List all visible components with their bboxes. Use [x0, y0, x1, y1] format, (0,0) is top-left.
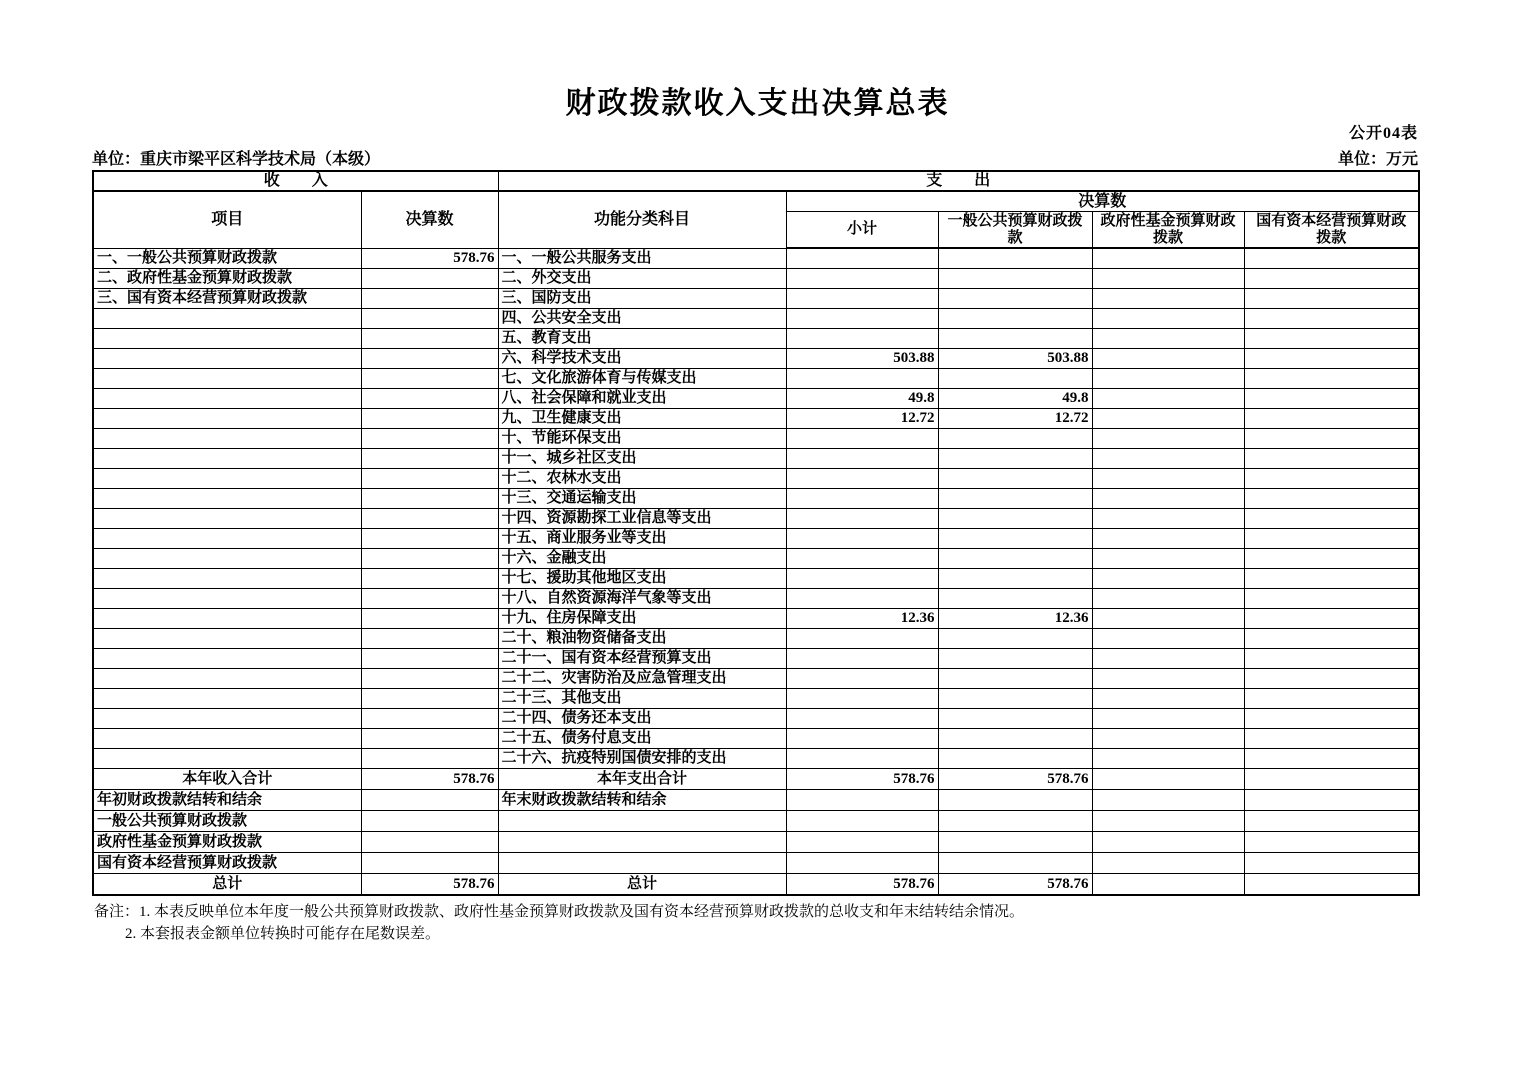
expense-item-label: 一、一般公共服务支出	[498, 248, 786, 269]
expense-gov-fund	[1092, 509, 1244, 529]
expense-general-budget	[938, 469, 1092, 489]
table-row	[93, 689, 1419, 709]
expense-subtotal	[786, 509, 938, 529]
income-summary-amount	[361, 853, 498, 874]
expense-final-accounts-group-header: 决算数	[786, 191, 1419, 212]
expense-gov-fund	[1092, 289, 1244, 309]
income-summary-amount: 578.76	[361, 769, 498, 790]
unit-currency-label: 单位：万元	[1337, 151, 1418, 168]
expense-subtotal	[786, 669, 938, 689]
expense-state-capital	[1244, 853, 1419, 874]
income-summary-label: 一般公共预算财政拨款	[93, 811, 361, 832]
expense-summary-label: 总计	[498, 874, 786, 896]
section-header-row	[93, 171, 1419, 191]
table-row	[93, 469, 1419, 489]
income-summary-label: 总计	[93, 874, 361, 896]
income-amount	[361, 509, 498, 529]
income-item-label	[93, 629, 361, 649]
expense-general-budget	[938, 549, 1092, 569]
unit-name-label: 单位：重庆市梁平区科学技术局（本级）	[92, 151, 381, 168]
expense-state-capital	[1244, 749, 1419, 769]
expense-state-capital	[1244, 709, 1419, 729]
expense-general-budget	[938, 749, 1092, 769]
expense-subtotal	[786, 709, 938, 729]
income-item-label	[93, 729, 361, 749]
income-amount	[361, 529, 498, 549]
expense-general-budget	[938, 649, 1092, 669]
table-row	[93, 329, 1419, 349]
expense-subtotal	[786, 248, 938, 269]
summary-row	[93, 790, 1419, 811]
expense-gov-fund	[1092, 248, 1244, 269]
expense-subtotal	[786, 269, 938, 289]
income-amount	[361, 469, 498, 489]
form-number: 公开04表	[1348, 125, 1418, 142]
expense-summary-label	[498, 832, 786, 853]
expense-state-capital	[1244, 449, 1419, 469]
income-item-label	[93, 509, 361, 529]
expense-item-label: 二十、粮油物资储备支出	[498, 629, 786, 649]
income-amount	[361, 589, 498, 609]
expense-item-label: 十、节能环保支出	[498, 429, 786, 449]
expense-subtotal	[786, 469, 938, 489]
expense-gov-fund	[1092, 429, 1244, 449]
expense-general-budget	[938, 669, 1092, 689]
table-row	[93, 649, 1419, 669]
summary-row	[93, 853, 1419, 874]
table-row	[93, 489, 1419, 509]
expense-gov-fund	[1092, 649, 1244, 669]
expense-summary-label: 年末财政拨款结转和结余	[498, 790, 786, 811]
table-row	[93, 369, 1419, 389]
expense-subtotal	[786, 329, 938, 349]
income-summary-label: 国有资本经营预算财政拨款	[93, 853, 361, 874]
expense-state-capital	[1244, 689, 1419, 709]
expense-state-capital	[1244, 729, 1419, 749]
expense-subtotal	[786, 629, 938, 649]
expense-item-label: 十六、金融支出	[498, 549, 786, 569]
expense-gov-fund	[1092, 469, 1244, 489]
expense-gov-fund	[1092, 349, 1244, 369]
expense-state-capital	[1244, 609, 1419, 629]
expense-subtotal	[786, 749, 938, 769]
income-item-label	[93, 589, 361, 609]
income-item-label	[93, 709, 361, 729]
table-row	[93, 749, 1419, 769]
expense-state-capital	[1244, 874, 1419, 896]
expense-general-budget	[938, 429, 1092, 449]
expense-item-label: 九、卫生健康支出	[498, 409, 786, 429]
expense-state-capital	[1244, 509, 1419, 529]
income-item-label	[93, 649, 361, 669]
income-amount	[361, 369, 498, 389]
expense-gov-fund	[1092, 749, 1244, 769]
expense-summary-label	[498, 853, 786, 874]
table-row	[93, 389, 1419, 409]
expense-state-capital	[1244, 289, 1419, 309]
expense-gov-fund	[1092, 329, 1244, 349]
expense-subtotal	[786, 729, 938, 749]
expense-state-capital	[1244, 409, 1419, 429]
table-row	[93, 609, 1419, 629]
expense-general-budget	[938, 489, 1092, 509]
expense-general-budget	[938, 449, 1092, 469]
table-row	[93, 729, 1419, 749]
expense-subtotal	[786, 529, 938, 549]
table-row	[93, 629, 1419, 649]
table-row	[93, 589, 1419, 609]
income-amount	[361, 749, 498, 769]
summary-row	[93, 874, 1419, 896]
income-amount	[361, 349, 498, 369]
income-amount: 578.76	[361, 248, 498, 269]
income-section-header: 收 入	[93, 171, 498, 191]
expense-gov-fund	[1092, 569, 1244, 589]
fiscal-summary-table	[92, 170, 1420, 896]
income-amount	[361, 609, 498, 629]
expense-item-label: 十八、自然资源海洋气象等支出	[498, 589, 786, 609]
income-item-label	[93, 409, 361, 429]
expense-general-budget	[938, 629, 1092, 649]
table-row	[93, 289, 1419, 309]
expense-state-capital	[1244, 489, 1419, 509]
expense-gov-fund	[1092, 874, 1244, 896]
expense-subtotal	[786, 549, 938, 569]
page-title: 财政拨款收入支出决算总表	[565, 87, 950, 120]
expense-state-capital	[1244, 790, 1419, 811]
expense-col-state-capital-header: 国有资本经营预算财政拨款	[1244, 212, 1419, 249]
table-row	[93, 529, 1419, 549]
table-row	[93, 709, 1419, 729]
expense-state-capital	[1244, 349, 1419, 369]
expense-gov-fund	[1092, 853, 1244, 874]
income-item-label	[93, 529, 361, 549]
expense-item-label: 十九、住房保障支出	[498, 609, 786, 629]
income-item-label	[93, 369, 361, 389]
expense-gov-fund	[1092, 729, 1244, 749]
expense-general-budget: 12.72	[938, 409, 1092, 429]
income-amount	[361, 489, 498, 509]
expense-general-budget	[938, 832, 1092, 853]
income-amount	[361, 669, 498, 689]
income-item-label	[93, 429, 361, 449]
expense-gov-fund	[1092, 309, 1244, 329]
expense-general-budget: 12.36	[938, 609, 1092, 629]
expense-general-budget	[938, 729, 1092, 749]
expense-gov-fund	[1092, 769, 1244, 790]
expense-summary-label	[498, 811, 786, 832]
expense-state-capital	[1244, 369, 1419, 389]
expense-item-label: 十七、援助其他地区支出	[498, 569, 786, 589]
income-summary-amount	[361, 811, 498, 832]
expense-general-budget	[938, 569, 1092, 589]
expense-subtotal	[786, 569, 938, 589]
expense-item-label: 十二、农林水支出	[498, 469, 786, 489]
expense-gov-fund	[1092, 609, 1244, 629]
expense-item-label: 十五、商业服务业等支出	[498, 529, 786, 549]
income-item-label	[93, 609, 361, 629]
expense-subtotal	[786, 449, 938, 469]
expense-item-label: 十三、交通运输支出	[498, 489, 786, 509]
expense-item-label: 八、社会保障和就业支出	[498, 389, 786, 409]
expense-state-capital	[1244, 329, 1419, 349]
expense-gov-fund	[1092, 709, 1244, 729]
expense-state-capital	[1244, 589, 1419, 609]
table-row	[93, 569, 1419, 589]
expense-subtotal	[786, 790, 938, 811]
income-amount	[361, 389, 498, 409]
expense-subtotal: 578.76	[786, 874, 938, 896]
income-amount	[361, 709, 498, 729]
summary-row	[93, 769, 1419, 790]
expense-gov-fund	[1092, 389, 1244, 409]
expense-item-label: 三、国防支出	[498, 289, 786, 309]
table-row	[93, 309, 1419, 329]
table-row	[93, 669, 1419, 689]
expense-subtotal	[786, 832, 938, 853]
expense-item-label: 十四、资源勘探工业信息等支出	[498, 509, 786, 529]
income-amount	[361, 429, 498, 449]
footnote-line: 备注：1. 本表反映单位本年度一般公共预算财政拨款、政府性基金预算财政拨款及国有资本经营预算财政拨款的总收支和年末结转结余情况。	[94, 904, 1025, 920]
expense-state-capital	[1244, 248, 1419, 269]
expense-subtotal	[786, 429, 938, 449]
expense-state-capital	[1244, 309, 1419, 329]
income-amount	[361, 629, 498, 649]
table-row	[93, 409, 1419, 429]
expense-item-label: 七、文化旅游体育与传媒支出	[498, 369, 786, 389]
expense-general-budget	[938, 369, 1092, 389]
income-amount	[361, 729, 498, 749]
expense-gov-fund	[1092, 269, 1244, 289]
expense-subtotal: 578.76	[786, 769, 938, 790]
expense-general-budget	[938, 853, 1092, 874]
income-summary-amount	[361, 832, 498, 853]
expense-subtotal: 49.8	[786, 389, 938, 409]
income-item-label: 三、国有资本经营预算财政拨款	[93, 289, 361, 309]
income-item-label	[93, 449, 361, 469]
income-item-label	[93, 349, 361, 369]
income-amount	[361, 269, 498, 289]
income-amount	[361, 449, 498, 469]
income-item-label: 一、一般公共预算财政拨款	[93, 248, 361, 269]
income-item-label	[93, 689, 361, 709]
table-row	[93, 349, 1419, 369]
table-row	[93, 269, 1419, 289]
expense-gov-fund	[1092, 369, 1244, 389]
expense-item-label: 二十二、灾害防治及应急管理支出	[498, 669, 786, 689]
expense-col-gov-fund-header: 政府性基金预算财政拨款	[1092, 212, 1244, 249]
income-col-item-header: 项目	[93, 191, 361, 248]
expense-general-budget	[938, 509, 1092, 529]
income-summary-label: 本年收入合计	[93, 769, 361, 790]
income-item-label	[93, 389, 361, 409]
expense-subtotal: 503.88	[786, 349, 938, 369]
expense-gov-fund	[1092, 669, 1244, 689]
income-item-label	[93, 329, 361, 349]
expense-general-budget: 49.8	[938, 389, 1092, 409]
expense-subtotal	[786, 489, 938, 509]
income-amount	[361, 569, 498, 589]
footnote-line: 2. 本套报表金额单位转换时可能存在尾数误差。	[125, 926, 441, 942]
expense-general-budget	[938, 248, 1092, 269]
expense-col-subtotal-header: 小计	[786, 212, 938, 249]
expense-gov-fund	[1092, 629, 1244, 649]
income-amount	[361, 549, 498, 569]
summary-row	[93, 832, 1419, 853]
expense-general-budget	[938, 269, 1092, 289]
expense-item-label: 四、公共安全支出	[498, 309, 786, 329]
income-amount	[361, 649, 498, 669]
table-row	[93, 248, 1419, 269]
expense-item-label: 二十四、债务还本支出	[498, 709, 786, 729]
expense-subtotal	[786, 689, 938, 709]
expense-state-capital	[1244, 649, 1419, 669]
expense-general-budget: 503.88	[938, 349, 1092, 369]
income-amount	[361, 329, 498, 349]
expense-general-budget	[938, 689, 1092, 709]
expense-gov-fund	[1092, 689, 1244, 709]
income-summary-label: 年初财政拨款结转和结余	[93, 790, 361, 811]
expense-gov-fund	[1092, 449, 1244, 469]
expense-subtotal	[786, 853, 938, 874]
expense-general-budget	[938, 529, 1092, 549]
expense-state-capital	[1244, 569, 1419, 589]
expense-subtotal	[786, 309, 938, 329]
expense-gov-fund	[1092, 790, 1244, 811]
expense-state-capital	[1244, 429, 1419, 449]
expense-item-label: 十一、城乡社区支出	[498, 449, 786, 469]
expense-subtotal: 12.72	[786, 409, 938, 429]
expense-general-budget: 578.76	[938, 874, 1092, 896]
expense-general-budget	[938, 589, 1092, 609]
expense-state-capital	[1244, 549, 1419, 569]
expense-item-label: 五、教育支出	[498, 329, 786, 349]
income-item-label	[93, 749, 361, 769]
income-amount	[361, 289, 498, 309]
expense-item-label: 六、科学技术支出	[498, 349, 786, 369]
income-item-label: 二、政府性基金预算财政拨款	[93, 269, 361, 289]
income-item-label	[93, 489, 361, 509]
expense-col-general-budget-header: 一般公共预算财政拨款	[938, 212, 1092, 249]
income-summary-amount: 578.76	[361, 874, 498, 896]
footnotes	[94, 901, 1024, 945]
expense-item-label: 二、外交支出	[498, 269, 786, 289]
expense-state-capital	[1244, 529, 1419, 549]
expense-general-budget	[938, 309, 1092, 329]
income-col-amount-header: 决算数	[361, 191, 498, 248]
expense-gov-fund	[1092, 489, 1244, 509]
expense-state-capital	[1244, 769, 1419, 790]
expense-state-capital	[1244, 811, 1419, 832]
table-row	[93, 509, 1419, 529]
expense-subtotal	[786, 289, 938, 309]
expense-gov-fund	[1092, 832, 1244, 853]
expense-state-capital	[1244, 669, 1419, 689]
table-row	[93, 549, 1419, 569]
income-item-label	[93, 309, 361, 329]
expense-gov-fund	[1092, 529, 1244, 549]
expense-general-budget	[938, 709, 1092, 729]
income-amount	[361, 689, 498, 709]
expense-col-category-header: 功能分类科目	[498, 191, 786, 248]
expense-general-budget	[938, 790, 1092, 811]
expense-general-budget	[938, 329, 1092, 349]
expense-state-capital	[1244, 629, 1419, 649]
income-item-label	[93, 549, 361, 569]
income-item-label	[93, 469, 361, 489]
summary-row	[93, 811, 1419, 832]
income-item-label	[93, 669, 361, 689]
expense-general-budget	[938, 811, 1092, 832]
expense-general-budget: 578.76	[938, 769, 1092, 790]
expense-state-capital	[1244, 389, 1419, 409]
table-row	[93, 449, 1419, 469]
expense-subtotal	[786, 589, 938, 609]
expense-section-header: 支 出	[498, 171, 1419, 191]
column-header-row-1	[93, 191, 1419, 212]
expense-item-label: 二十五、债务付息支出	[498, 729, 786, 749]
expense-subtotal	[786, 649, 938, 669]
expense-gov-fund	[1092, 409, 1244, 429]
expense-item-label: 二十六、抗疫特别国债安排的支出	[498, 749, 786, 769]
expense-general-budget	[938, 289, 1092, 309]
expense-state-capital	[1244, 269, 1419, 289]
expense-state-capital	[1244, 469, 1419, 489]
table-row	[93, 429, 1419, 449]
income-summary-amount	[361, 790, 498, 811]
expense-item-label: 二十三、其他支出	[498, 689, 786, 709]
income-amount	[361, 309, 498, 329]
income-summary-label: 政府性基金预算财政拨款	[93, 832, 361, 853]
income-amount	[361, 409, 498, 429]
expense-subtotal	[786, 369, 938, 389]
income-item-label	[93, 569, 361, 589]
expense-gov-fund	[1092, 811, 1244, 832]
expense-summary-label: 本年支出合计	[498, 769, 786, 790]
expense-item-label: 二十一、国有资本经营预算支出	[498, 649, 786, 669]
expense-subtotal	[786, 811, 938, 832]
expense-state-capital	[1244, 832, 1419, 853]
expense-gov-fund	[1092, 549, 1244, 569]
expense-gov-fund	[1092, 589, 1244, 609]
expense-subtotal: 12.36	[786, 609, 938, 629]
